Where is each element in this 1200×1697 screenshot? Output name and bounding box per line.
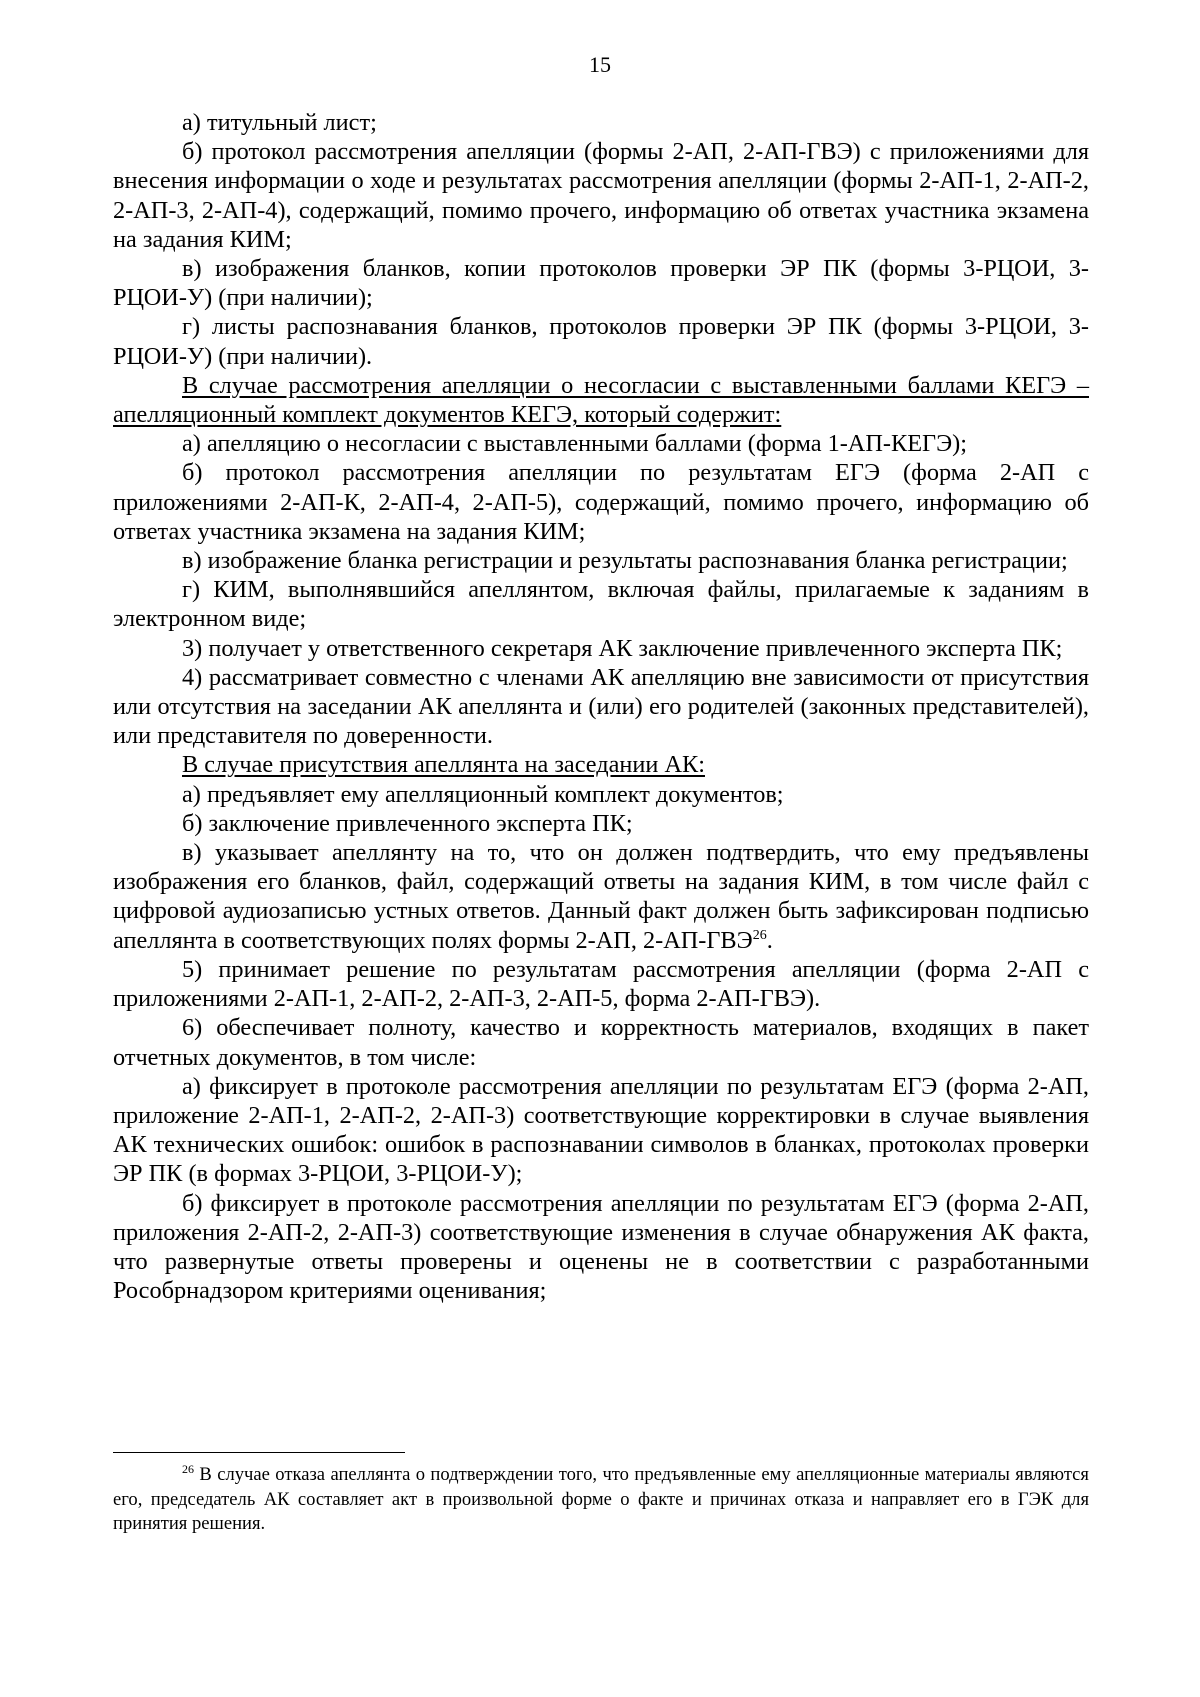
paragraph: б) протокол рассмотрения апелляции по результатам ЕГЭ (форма 2-АП с приложениями 2-АП-К, 2-АП-4, 2-АП-5), содержащий, помимо прочего, информацию об ответах участника экзамена на задания КИМ; [113,459,1089,545]
paragraph: а) фиксирует в протоколе рассмотрения апелляции по результатам ЕГЭ (форма 2-АП, приложение 2-АП-1, 2-АП-2, 2-АП-3) соответствующие корректировки в случае выявления АК технических ошибок: ошибок в распознавании символов в бланках, протоколах проверки ЭР ПК (в формах 3-РЦОИ, 3-РЦОИ-У); [113,1072,1089,1188]
footnote [113,1463,1089,1537]
paragraph-text: в) указывает апеллянту на то, что он должен подтвердить, что ему предъявлены изображения его бланков, файл, содержащий ответы на задания КИМ, в том числе файл с цифровой аудиозаписью устных ответов. Данный факт должен быть зафиксирован подписью апеллянта в соответствующих полях формы 2-АП, 2-АП-ГВЭ [113,839,1089,954]
underlined-heading [113,371,1089,429]
underlined-heading-text: В случае рассмотрения апелляции о несогласии с выставленными баллами КЕГЭ – апелляционный комплект документов КЕГЭ, который содержит: [113,371,1089,429]
paragraph: в) изображения бланков, копии протоколов проверки ЭР ПК (формы 3-РЦОИ, 3-РЦОИ-У) (при наличии); [113,255,1089,312]
paragraph: г) листы распознавания бланков, протоколов проверки ЭР ПК (формы 3-РЦОИ, 3-РЦОИ-У) (при наличии). [113,313,1089,370]
paragraph: а) предъявляет ему апелляционный комплект документов; [182,780,784,808]
paragraph: 4) рассматривает совместно с членами АК апелляцию вне зависимости от присутствия или отсутствия на заседании АК апеллянта и (или) его родителей (законных представителей), или представителя по доверенности. [113,663,1089,750]
underlined-heading-text: В случае присутствия апеллянта на заседании АК: [182,751,705,779]
paragraph: 3) получает у ответственного секретаря АК заключение привлеченного эксперта ПК; [182,634,1063,662]
footnote-reference[interactable]: 26 [752,927,767,943]
footnote-text: В случае отказа апеллянта о подтверждении того, что предъявленные ему апелляционные материалы являются его, председатель АК составляет акт в произвольной форме о факте и причинах отказа и направляет его в ГЭК для принятия решения. [113,1464,1089,1534]
paragraph: г) КИМ, выполнявшийся апеллянтом, включая файлы, прилагаемые к заданиям в электронном виде; [113,576,1089,633]
footnote-separator [113,1452,405,1453]
sentence-end: . [766,926,773,954]
paragraph-with-footnote [113,838,1089,955]
underlined-heading [113,750,1089,779]
footnote-number: 26 [182,1461,194,1476]
paragraph: а) апелляцию о несогласии с выставленными баллами (форма 1-АП-КЕГЭ); [182,430,967,458]
paragraph: б) протокол рассмотрения апелляции (формы 2-АП, 2-АП-ГВЭ) с приложениями для внесения информации о ходе и результатах рассмотрения апелляции (формы 2-АП-1, 2-АП-2, 2-АП-3, 2-АП-4), содержащий, помимо прочего, информацию об ответах участника экзамена на задания КИМ; [113,138,1089,253]
paragraph: 5) принимает решение по результатам рассмотрения апелляции (форма 2-АП с приложениями 2-АП-1, 2-АП-2, 2-АП-3, 2-АП-5, форма 2-АП-ГВЭ). [113,955,1089,1013]
page-number: 15 [589,52,611,77]
paragraph: а) титульный лист; [182,109,377,136]
document-body [113,108,1089,1305]
paragraph: б) заключение привлеченного эксперта ПК; [182,809,633,837]
paragraph: 6) обеспечивает полноту, качество и корректность материалов, входящих в пакет отчетных документов, в том числе: [113,1014,1089,1071]
paragraph: б) фиксирует в протоколе рассмотрения апелляции по результатам ЕГЭ (форма 2-АП, приложения 2-АП-2, 2-АП-3) соответствующие изменения в случае обнаружения АК факта, что развернутые ответы проверены и оценены не в соответствии с разработанными Рособрнадзором критериями оценивания; [113,1189,1089,1305]
paragraph: в) изображение бланка регистрации и результаты распознавания бланка регистрации; [182,547,1068,575]
